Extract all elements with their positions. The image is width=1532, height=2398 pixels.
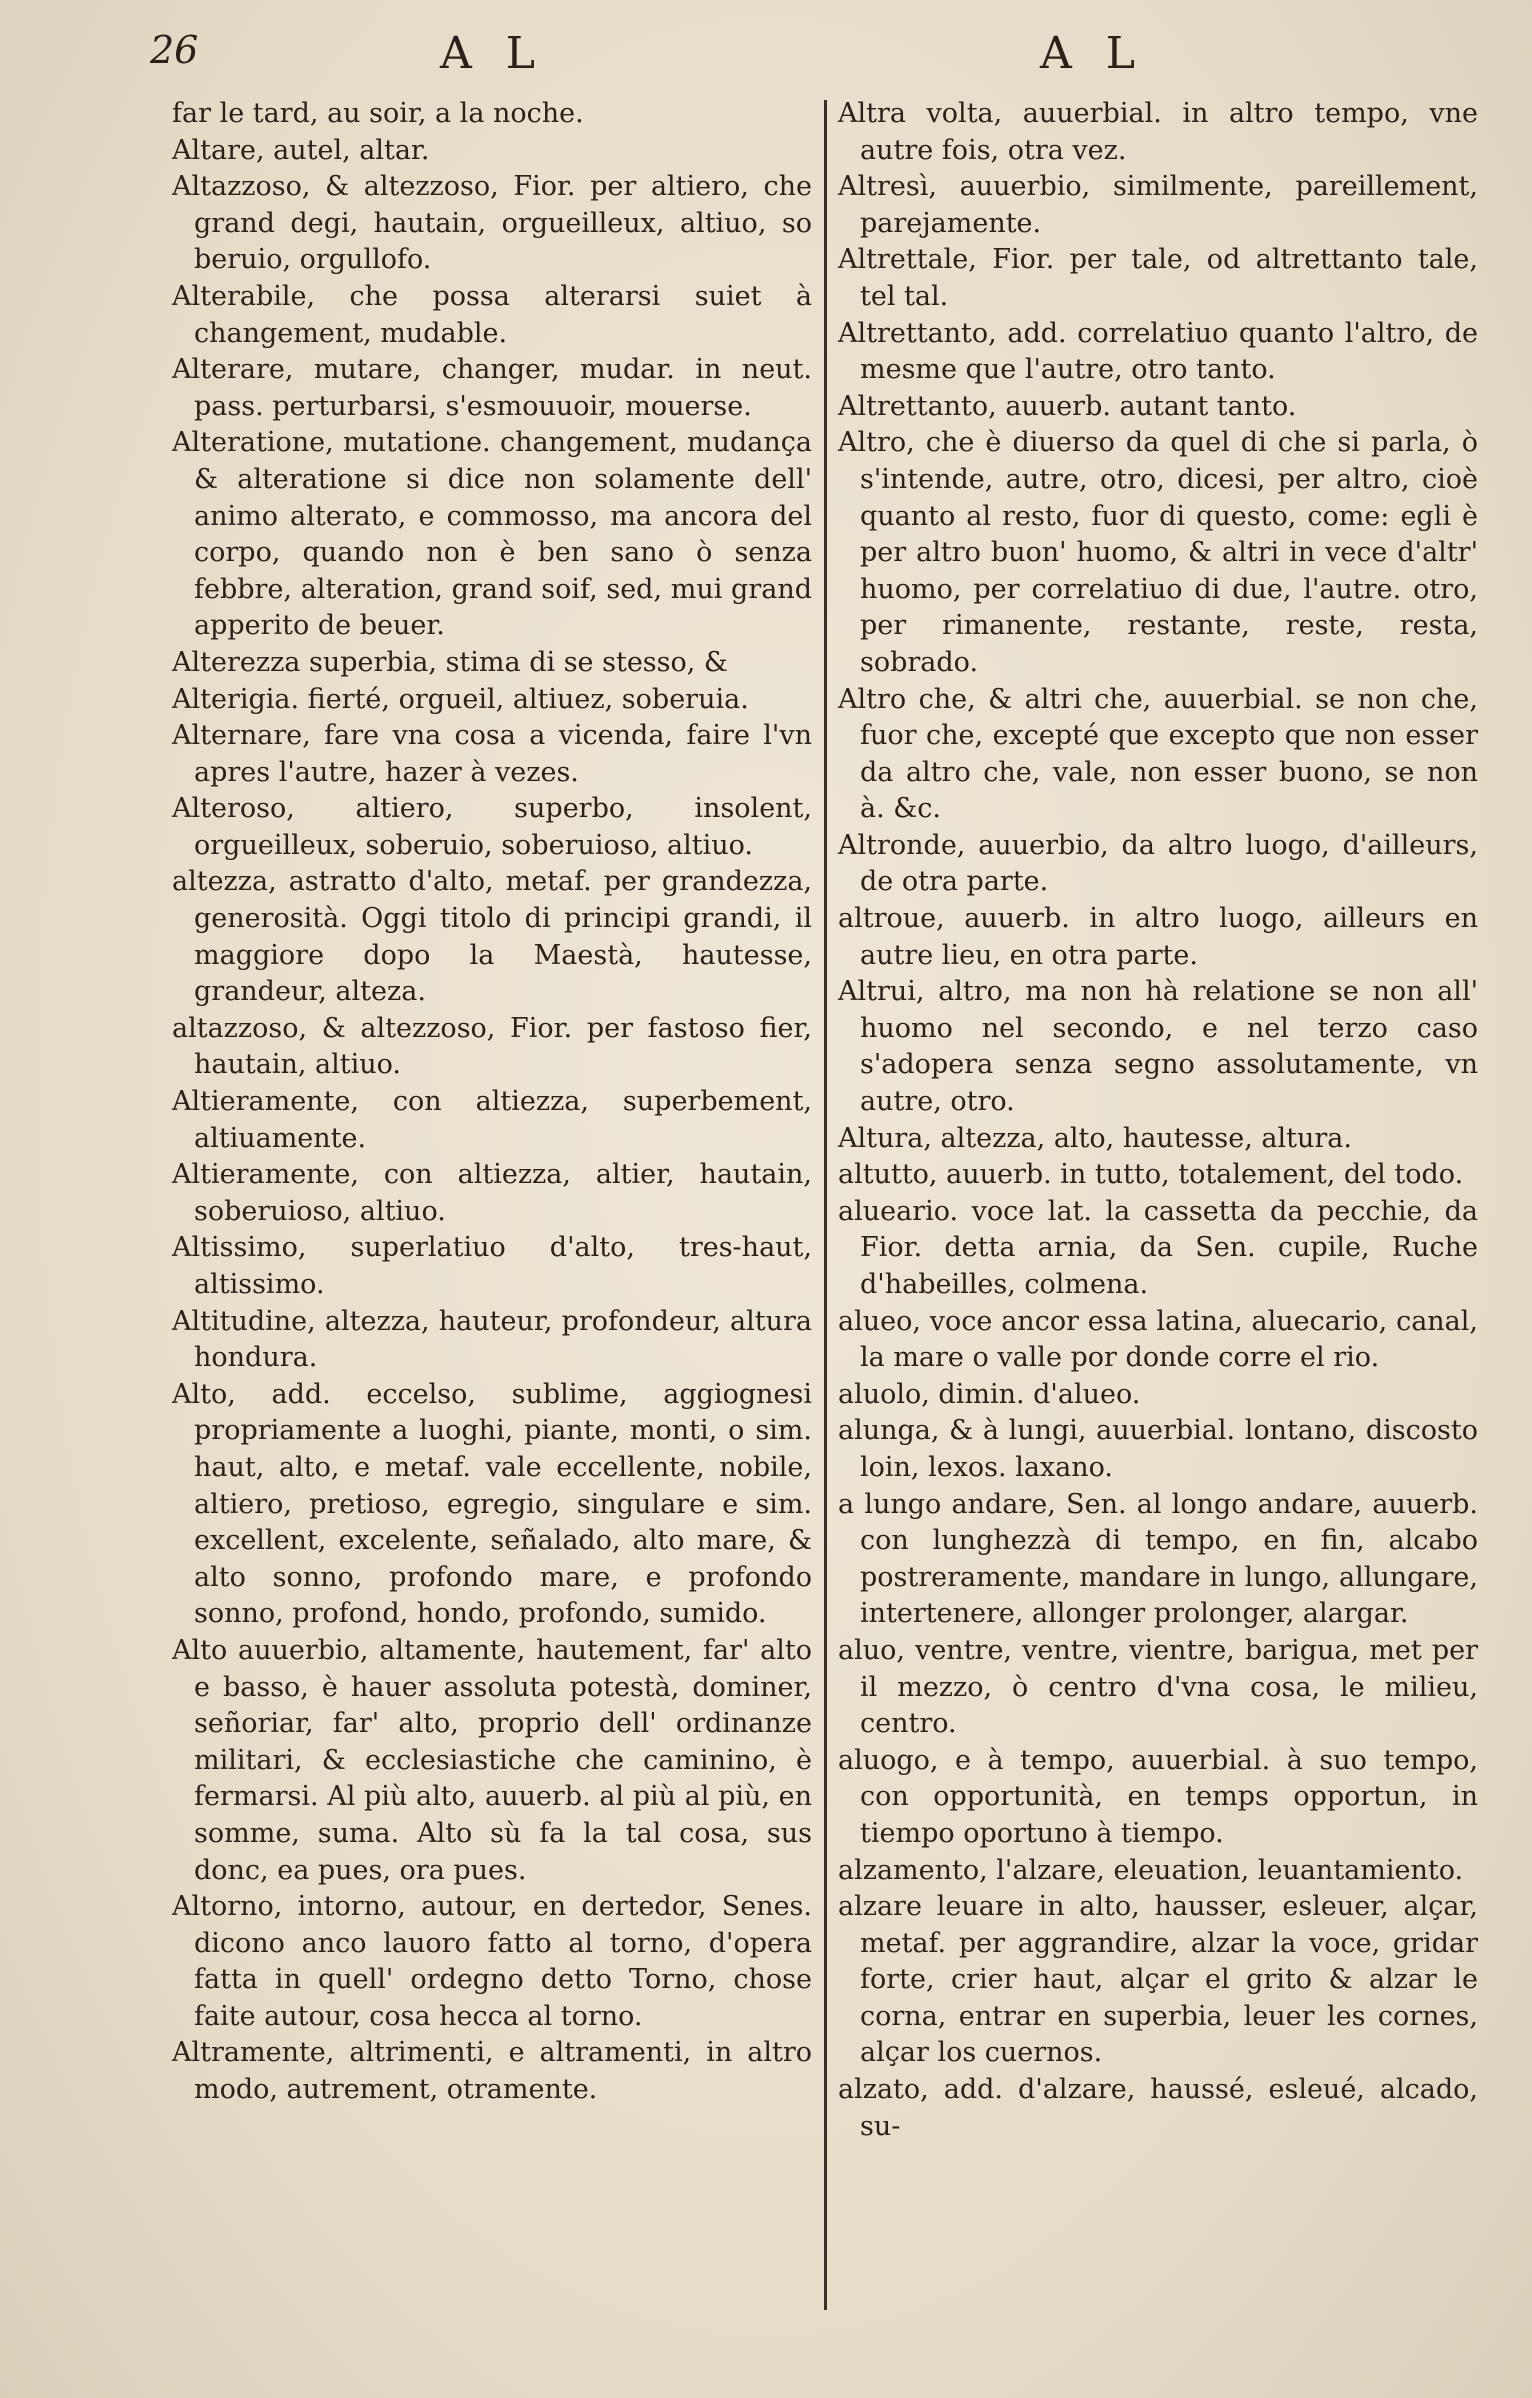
running-header xyxy=(150,28,1492,98)
dictionary-entry: altazzoso, & altezzoso, Fior. per fastoso fier, hautain, altiuo. xyxy=(172,1012,812,1081)
dictionary-entry: Altrui, altro, ma non hà relatione se non all' huomo nel secondo, e nel terzo caso s'adopera senza segno assolutamente, vn autre, otro. xyxy=(838,976,1478,1118)
dictionary-entry: Altramente, altrimenti, e altramenti, in altro modo, autrement, otramente. xyxy=(172,2037,812,2106)
dictionary-entry: alueo, voce ancor essa latina, aluecario, canal, la mare o valle por donde corre el rio. xyxy=(838,1305,1478,1374)
dictionary-entry: Alterigia. fierté, orgueil, altiuez, soberuia. xyxy=(172,683,749,715)
dictionary-entry: aluogo, e à tempo, auuerbial. à suo tempo, con opportunità, en temps opportun, in tiempo oportuno à tiempo. xyxy=(838,1744,1478,1849)
dictionary-entry: Alterare, mutare, changer, mudar. in neut. pass. perturbarsi, s'esmouuoir, mouerse. xyxy=(172,354,812,422)
dictionary-entry: Alterabile, che possa alterarsi suiet à changement, mudable. xyxy=(172,280,812,349)
dictionary-entry: altroue, auuerb. in altro luogo, ailleurs en autre lieu, en otra parte. xyxy=(838,903,1478,971)
dictionary-entry: altutto, auuerb. in tutto, totalement, del todo. xyxy=(838,1159,1464,1191)
left-column xyxy=(172,96,812,2109)
dictionary-entry: alzare leuare in alto, hausser, esleuer, alçar, metaf. per aggrandire, alzar la voce, gridar forte, crier haut, alçar el grito & alzar le corna, entrar en superbia, leuer les cornes, alçar los cuernos. xyxy=(838,1891,1478,2069)
dictionary-entry: Altare, autel, altar. xyxy=(172,134,430,166)
dictionary-entry: alunga, & à lungi, auuerbial. lontano, discosto loin, lexos. laxano. xyxy=(838,1415,1478,1483)
right-column xyxy=(838,96,1478,2145)
dictionary-entry: Altieramente, con altiezza, altier, hautain, soberuioso, altiuo. xyxy=(172,1159,812,1227)
dictionary-entry: Altra volta, auuerbial. in altro tempo, vne autre fois, otra vez. xyxy=(838,98,1478,166)
dictionary-entry: Alteroso, altiero, superbo, insolent, orgueilleux, soberuio, soberuioso, altiuo. xyxy=(172,793,812,861)
dictionary-entry: alzamento, l'alzare, eleuation, leuantamiento. xyxy=(838,1854,1464,1886)
dictionary-entry: Altissimo, superlatiuo d'alto, tres-haut, altissimo. xyxy=(172,1232,812,1300)
dictionary-entry: Altrettanto, add. correlatiuo quanto l'altro, de mesme que l'autre, otro tanto. xyxy=(838,317,1478,386)
dictionary-entry: aluo, ventre, ventre, vientre, barigua, met per il mezzo, ò centro d'vna cosa, le milieu, centro. xyxy=(838,1634,1478,1740)
left-running-heading: A L xyxy=(440,28,545,79)
dictionary-entry: Altrettanto, auuerb. autant tanto. xyxy=(838,390,1297,422)
dictionary-entry: Alto auuerbio, altamente, hautement, far' alto e basso, è hauer assoluta potestà, dominer, señoriar, far' alto, proprio dell' ordinanze militari, & ecclesiastiche che caminino, è fermarsi. Al più alto, auuerb. al più al più, en somme, suma. Alto sù fa la tal cosa, sus donc, ea pues, ora pues. xyxy=(172,1634,812,1886)
dictionary-entry: Altrettale, Fior. per tale, od altrettanto tale, tel tal. xyxy=(838,244,1478,312)
column-divider xyxy=(824,100,827,2310)
dictionary-entry: Altro, che è diuerso da quel di che si parla, ò s'intende, autre, otro, dicesi, per altro, cioè quanto al resto, fuor di questo, come: egli è per altro buon' huomo, & altri in vece d'altr' huomo, per correlatiuo di due, l'autre. otro, per rimanente, restante, reste, resta, sobrado. xyxy=(838,427,1478,678)
dictionary-entry: a lungo andare, Sen. al longo andare, auuerb. con lunghezzà di tempo, en fin, alcabo postreramente, mandare in lungo, allungare, intertenere, allonger prolonger, alargar. xyxy=(838,1488,1478,1630)
dictionary-entry: Altieramente, con altiezza, superbement, altiuamente. xyxy=(172,1086,812,1154)
dictionary-entry: alzato, add. d'alzare, haussé, esleué, alcado, su- xyxy=(838,2074,1478,2142)
dictionary-entry: far le tard, au soir, a la noche. xyxy=(172,98,584,129)
dictionary-entry: Altorno, intorno, autour, en dertedor, Senes. dicono anco lauoro fatto al torno, d'opera fatta in quell' ordegno detto Torno, chose faite autour, cosa hecca al torno. xyxy=(172,1891,812,2032)
dictionary-entry: Alterezza superbia, stima di se stesso, & xyxy=(172,646,728,678)
dictionary-entry: Altura, altezza, alto, hautesse, altura. xyxy=(838,1122,1352,1154)
right-running-heading: A L xyxy=(1040,28,1145,79)
dictionary-entry: Alternare, fare vna cosa a vicenda, faire l'vn apres l'autre, hazer à vezes. xyxy=(172,720,812,788)
dictionary-entry: altezza, astratto d'alto, metaf. per grandezza, generosità. Oggi titolo di principi grandi, il maggiore dopo la Maestà, hautesse, grandeur, alteza. xyxy=(172,866,812,1008)
dictionary-entry: alueario. voce lat. la cassetta da pecchie, da Fior. detta arnia, da Sen. cupile, Ruche d'habeilles, colmena. xyxy=(838,1195,1478,1300)
dictionary-entry: Altitudine, altezza, hauteur, profondeur, altura hondura. xyxy=(172,1305,812,1374)
page-number: 26 xyxy=(150,28,199,72)
dictionary-entry: Altronde, auuerbio, da altro luogo, d'ailleurs, de otra parte. xyxy=(838,829,1478,898)
dictionary-entry: Altresì, auuerbio, similmente, pareillement, parejamente. xyxy=(838,171,1478,239)
dictionary-entry: Alteratione, mutatione. changement, mudança & alteratione si dice non solamente dell' animo alterato, e commosso, ma ancora del corpo, quando non è ben sano ò senza febbre, alteration, grand soif, sed, mui grand apperito de beuer. xyxy=(172,427,812,642)
dictionary-entry: Altro che, & altri che, auuerbial. se non che, fuor che, excepté que excepto que non esser da altro che, vale, non esser buono, se non à. &c. xyxy=(838,683,1478,825)
dictionary-entry: aluolo, dimin. d'alueo. xyxy=(838,1378,1141,1410)
dictionary-entry: Altazzoso, & altezzoso, Fior. per altiero, che grand degi, hautain, orgueilleux, altiuo, so beruio, orgullofo. xyxy=(172,171,812,276)
dictionary-entry: Alto, add. eccelso, sublime, aggiognesi propriamente a luoghi, piante, monti, o sim. haut, alto, e metaf. vale eccellente, nobile, altiero, pretioso, egregio, singulare e sim. excellent, excelente, señalado, alto mare, & alto sonno, profondo mare, e profondo sonno, profond, hondo, profondo, sumido. xyxy=(172,1378,812,1630)
